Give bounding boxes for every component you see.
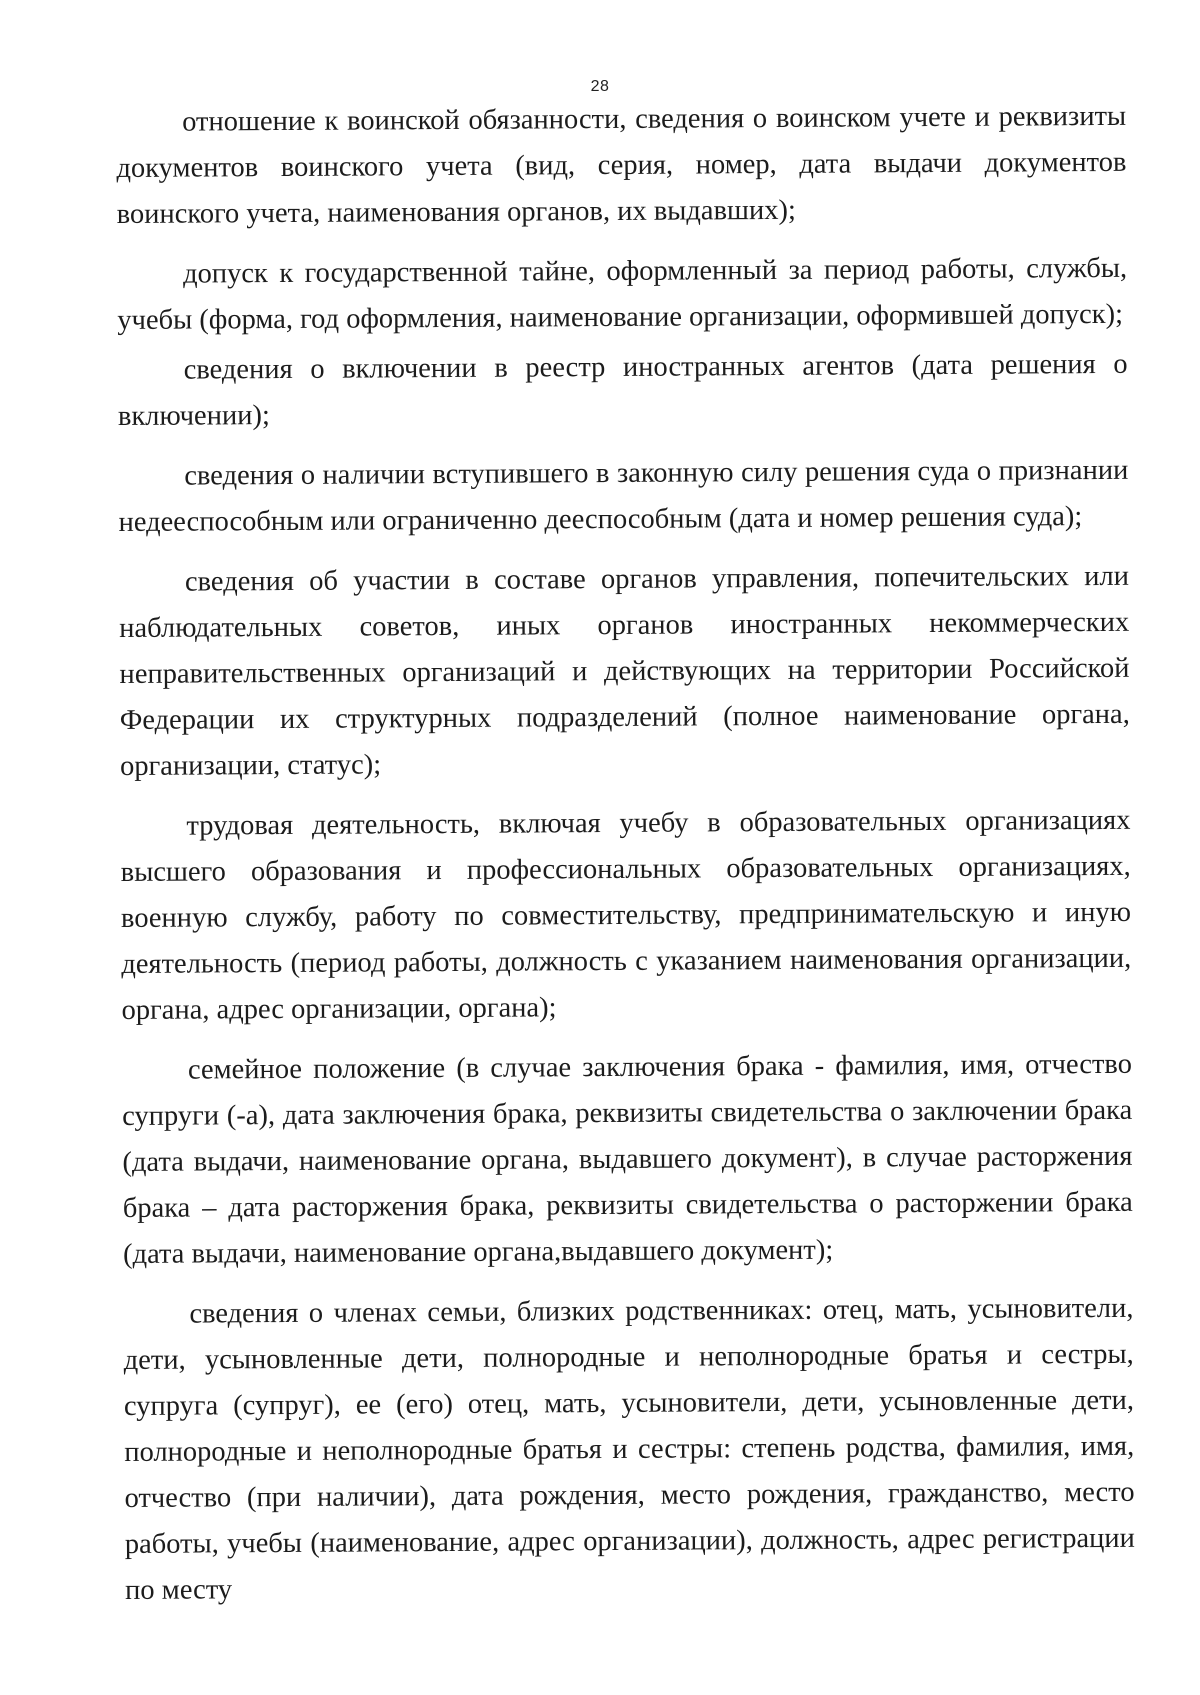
document-body	[116, 94, 1135, 1618]
paragraph-court-decision-capacity: сведения о наличии вступившего в законную силу решения суда о признании недееспособным или ограниченно дееспособным (дата и номер решения суда);	[118, 454, 1129, 538]
paragraph-foreign-ngo-participation: сведения об участии в составе органов управления, попечительских или наблюдательных советов, иных органов иностранных некоммерческих неправительственных организаций и действующих на территории Российской Федерации их структурных подразделений (полное наименование органа, организации, статус);	[119, 560, 1130, 782]
paragraph-family-members: сведения о членах семьи, близких родственниках: отец, мать, усыновители, дети, усыновленные дети, полнородные и неполнородные братья и сестры, супруга (супруг), ее (его) отец, мать, усыновители, дети, усыновленные дети, полнородные и неполнородные братья и сестры: степень родства, фамилия, имя, отчество (при наличии), дата рождения, место рождения, гражданство, место работы, учебы (наименование, адрес организации), должность, адрес регистрации по месту	[123, 1292, 1135, 1606]
paragraph-marital-status: семейное положение (в случае заключения брака - фамилия, имя, отчество супруги (-а), дата заключения брака, реквизиты свидетельства о заключении брака (дата выдачи, наименование органа, выдавшего документ), в случае расторжения брака – дата расторжения брака, реквизиты свидетельства о расторжении брака (дата выдачи, наименование органа,выдавшего документ);	[122, 1048, 1133, 1270]
page-number: 28	[590, 78, 610, 95]
paragraph-foreign-agents-registry: сведения о включении в реестр иностранных агентов (дата решения о включении);	[117, 348, 1128, 432]
paragraph-military-registration: отношение к воинской обязанности, сведения о воинском учете и реквизиты документов воинского учета (вид, серия, номер, дата выдачи документов воинского учета, наименования органов, их выдавших);	[116, 100, 1127, 230]
paragraph-work-history: трудовая деятельность, включая учебу в образовательных организациях высшего образования и профессиональных образовательных организациях, военную службу, работу по совместительству, предпринимательскую и иную деятельность (период работы, должность с указанием наименования организации, органа, адрес организации, органа);	[120, 804, 1132, 1026]
paragraph-state-secret-access: допуск к государственной тайне, оформленный за период работы, службы, учебы (форма, год оформления, наименование организации, оформившей допуск);	[117, 252, 1128, 336]
